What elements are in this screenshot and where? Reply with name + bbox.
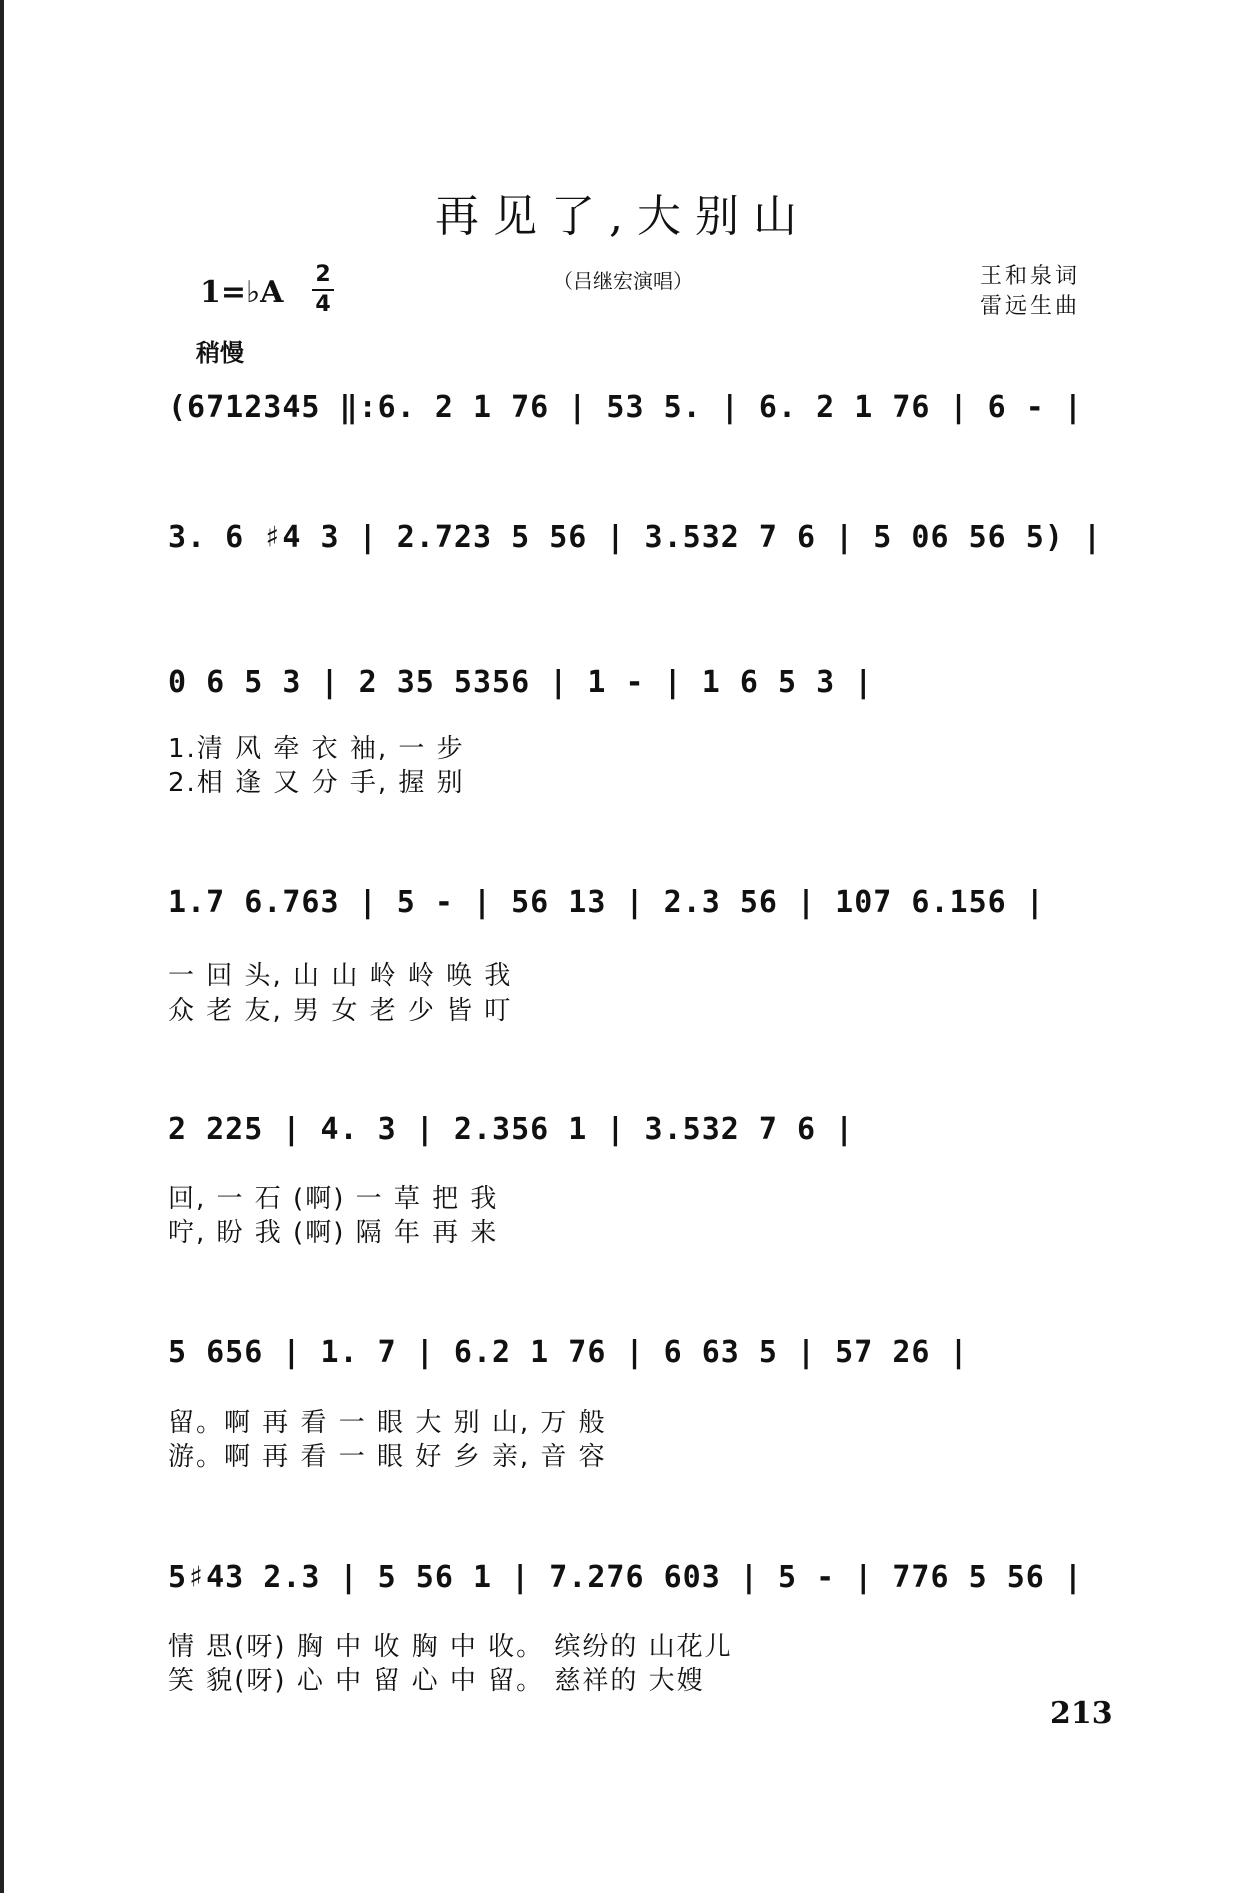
lyric-line-verse-2: 游。啊 再 看 一 眼 好 乡 亲, 音 容 — [168, 1442, 607, 1472]
lyric-line-verse-1: 1.清 风 牵 衣 袖, 一 步 — [168, 734, 465, 764]
time-denominator: 4 — [315, 292, 331, 317]
credits — [980, 262, 1080, 322]
lyric-line-verse-2: 咛, 盼 我 (啊) 隔 年 再 来 — [168, 1218, 499, 1248]
lyric-line-verse-2: 众 老 友, 男 女 老 少 皆 叮 — [168, 996, 513, 1026]
lyric-line-verse-2: 2.相 逢 又 分 手, 握 别 — [168, 768, 465, 798]
notation-line: 5♯43 2.3 | 5 56 1 | 7.276 603 | 5 - | 776 5 56 | — [168, 1560, 1083, 1595]
lyric-line-verse-1: 情 思(呀) 胸 中 收 胸 中 收。 缤纷的 山花儿 — [168, 1632, 733, 1662]
lyric-line-verse-1: 留。啊 再 看 一 眼 大 别 山, 万 般 — [168, 1408, 607, 1438]
notation-line: 3. 6 ♯4 3 | 2.723 5 56 | 3.532 7 6 | 5 06 56 5) | — [168, 520, 1103, 555]
notation-line: 0 6 5 3 | 2 35 5356 | 1 - | 1 6 5 3 | — [168, 665, 874, 700]
key-signature: 1=♭A — [200, 275, 284, 310]
page-number: 213 — [1050, 1696, 1113, 1731]
tempo-marking: 稍慢 — [196, 339, 244, 367]
lyric-line-verse-1: 回, 一 石 (啊) 一 草 把 我 — [168, 1184, 499, 1214]
notation-line: 5 656 | 1. 7 | 6.2 1 76 | 6 63 5 | 57 26 | — [168, 1335, 969, 1370]
notation-line: (6712345 ‖:6. 2 1 76 | 53 5. | 6. 2 1 76 | 6 - | — [168, 390, 1083, 425]
composer-credit: 雷远生曲 — [980, 294, 1081, 319]
lyric-line-verse-2: 笑 貌(呀) 心 中 留 心 中 留。 慈祥的 大嫂 — [168, 1666, 705, 1696]
notation-line: 1.7 6.763 | 5 - | 56 13 | 2.3 56 | 107 6.156 | — [168, 885, 1045, 920]
lyricist-credit: 王和泉词 — [980, 264, 1081, 289]
notation-line: 2 225 | 4. 3 | 2.356 1 | 3.532 7 6 | — [168, 1112, 855, 1147]
performer-credit: （吕继宏演唱） — [553, 269, 693, 293]
time-numerator: 2 — [315, 262, 331, 287]
lyric-line-verse-1: 一 回 头, 山 山 岭 岭 唤 我 — [168, 961, 513, 991]
song-title: 再见了,大别山 — [435, 191, 811, 242]
